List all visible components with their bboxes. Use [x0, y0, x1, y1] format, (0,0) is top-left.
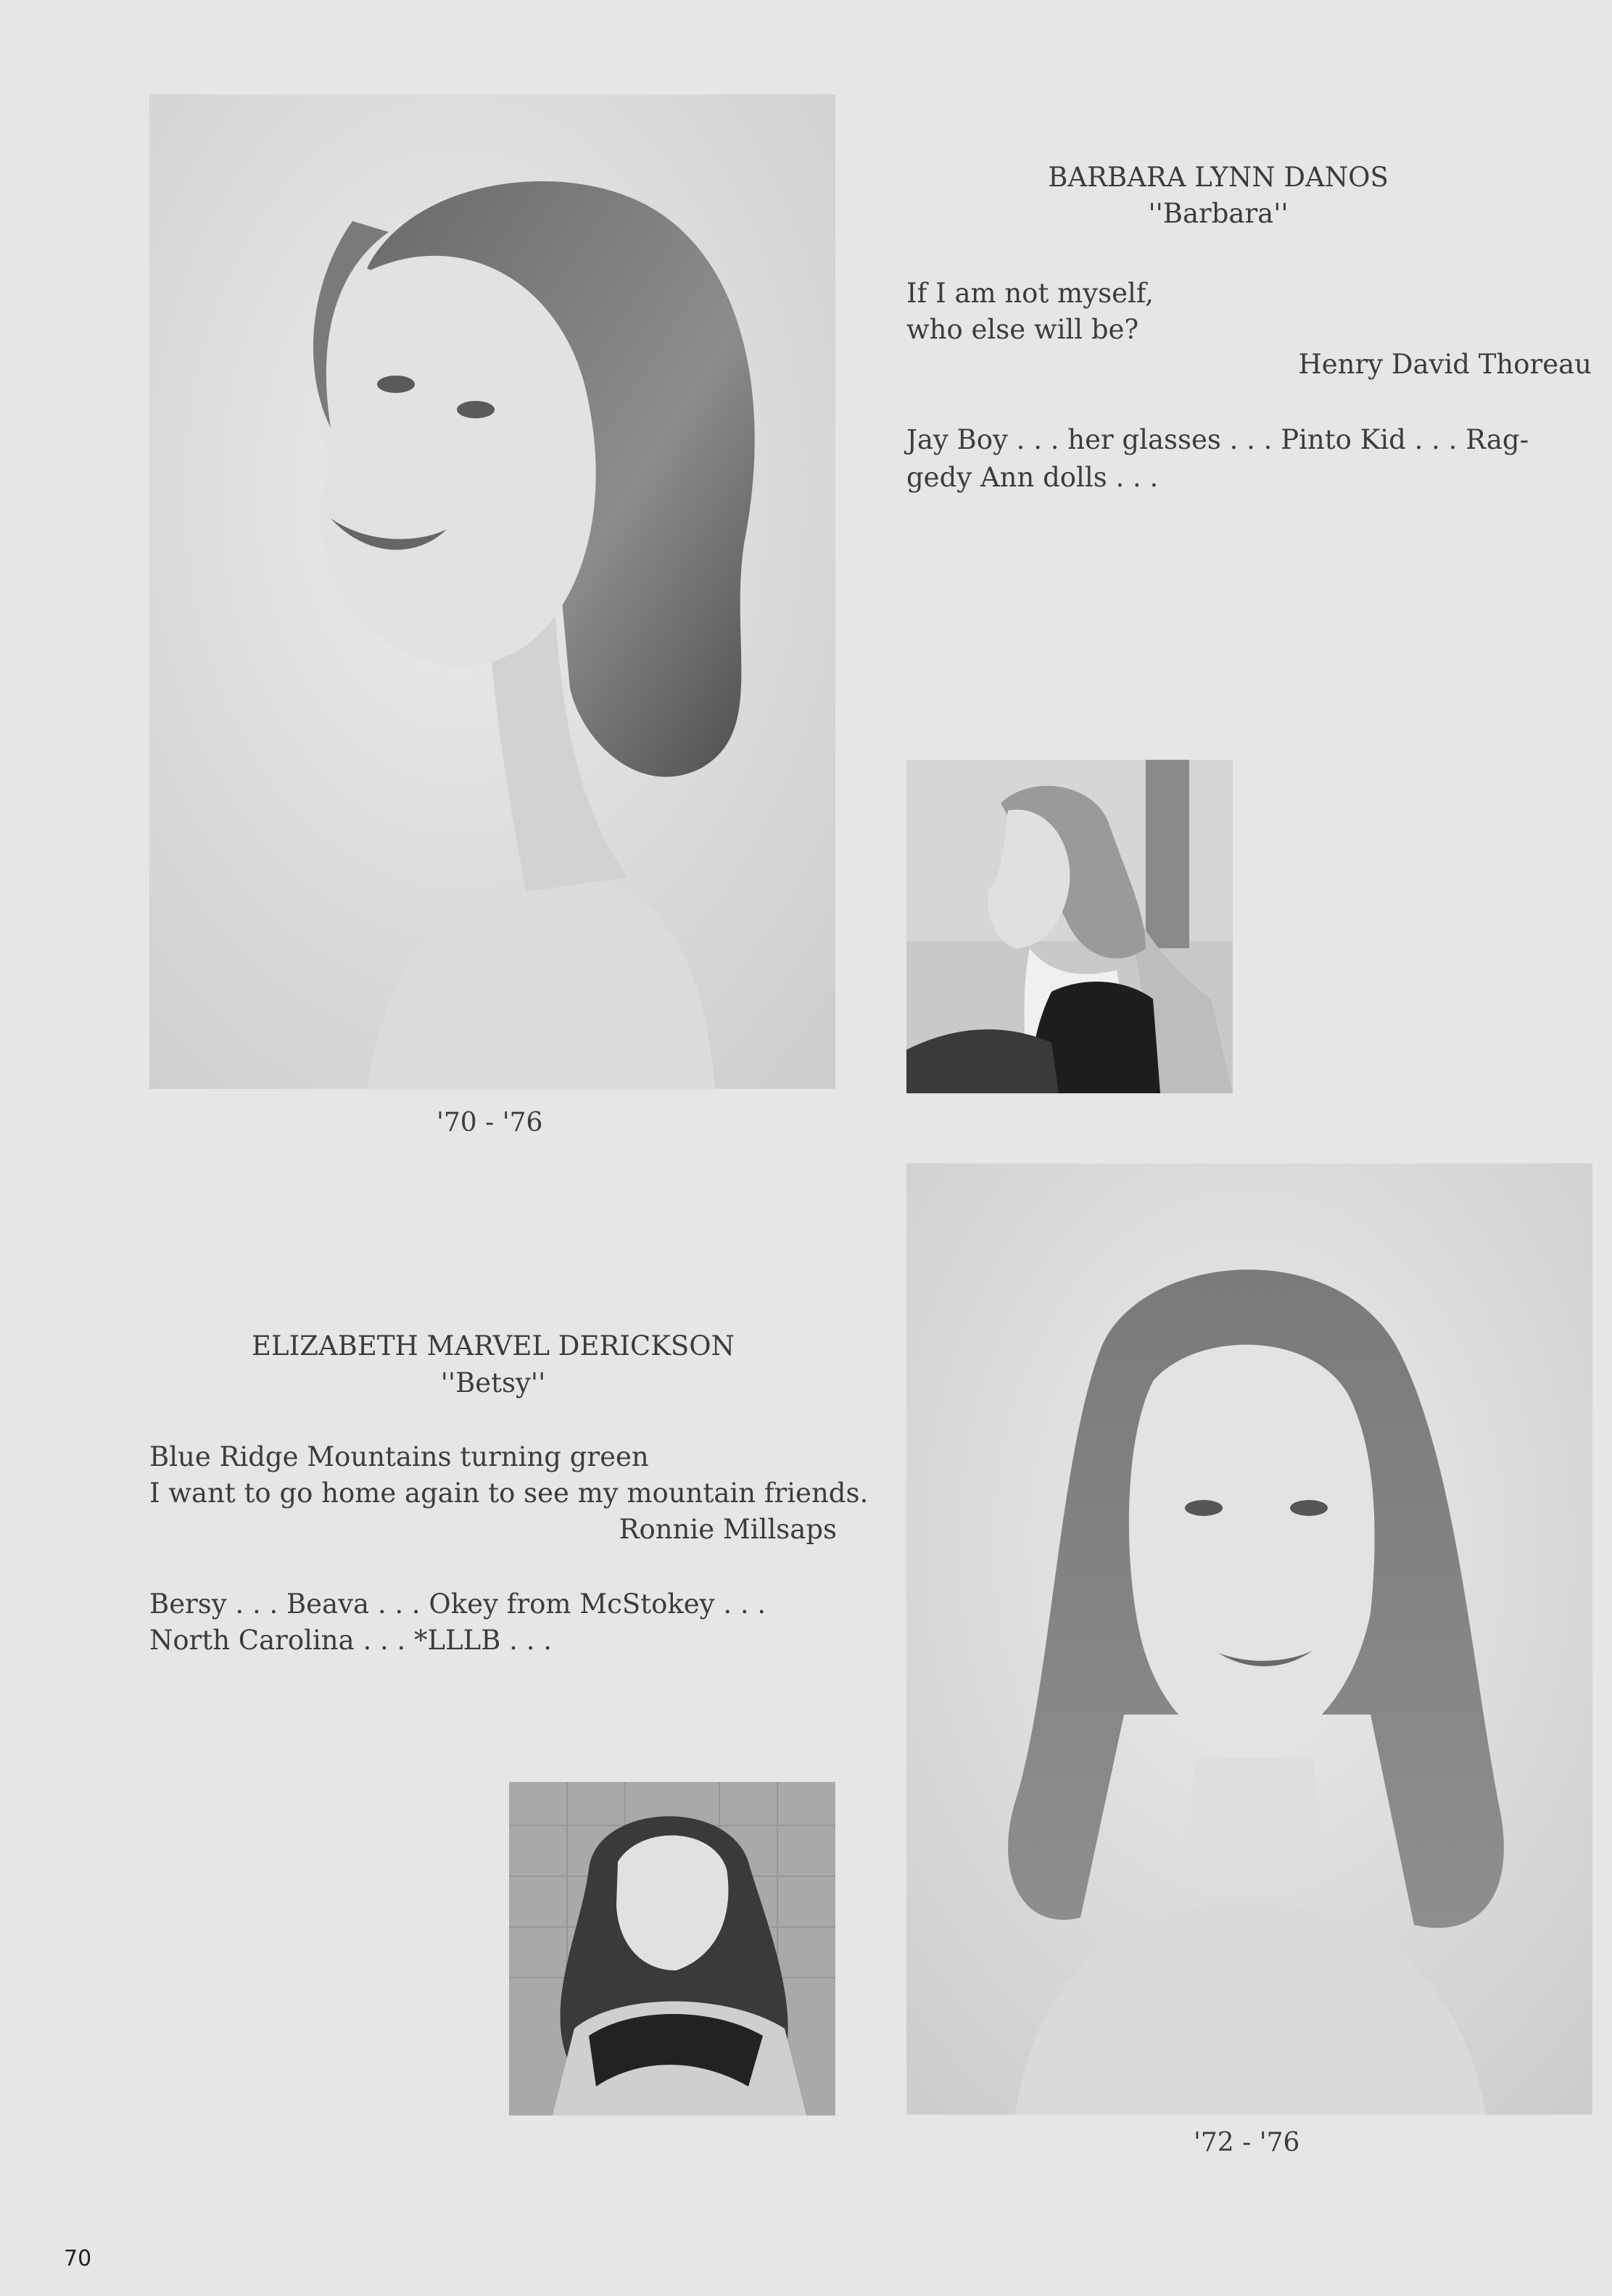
candid-photo-elizabeth	[509, 1782, 835, 2115]
memories-line: North Carolina . . . *LLLB . . .	[149, 1625, 552, 1656]
quote-author: Ronnie Millsaps	[619, 1514, 837, 1545]
portrait-photo-barbara	[149, 94, 835, 1089]
student-name: BARBARA LYNN DANOS	[1048, 162, 1389, 193]
student-nickname: ''Barbara''	[1148, 198, 1289, 229]
memories-line: Bersy . . . Beava . . . Okey from McStokey . . .	[149, 1588, 766, 1620]
memories-line: Jay Boy . . . her glasses . . . Pinto Kid . . . Rag-	[906, 424, 1529, 455]
years-attended: '72 - '76	[1194, 2128, 1300, 2158]
years-attended: '70 - '76	[437, 1108, 543, 1137]
quote-line: If I am not myself,	[906, 278, 1154, 309]
quote-line: I want to go home again to see my mountain friends.	[149, 1478, 869, 1509]
student-nickname: ''Betsy''	[440, 1367, 546, 1398]
page-number: 70	[64, 2246, 92, 2271]
quote-author: Henry David Thoreau	[1298, 349, 1592, 380]
student-name: ELIZABETH MARVEL DERICKSON	[252, 1330, 735, 1362]
candid-photo-barbara	[906, 760, 1233, 1093]
quote-line: who else will be?	[906, 314, 1139, 345]
portrait-photo-elizabeth	[906, 1164, 1592, 2115]
memories-line: gedy Ann dolls . . .	[906, 462, 1159, 493]
quote-line: Blue Ridge Mountains turning green	[149, 1441, 649, 1472]
